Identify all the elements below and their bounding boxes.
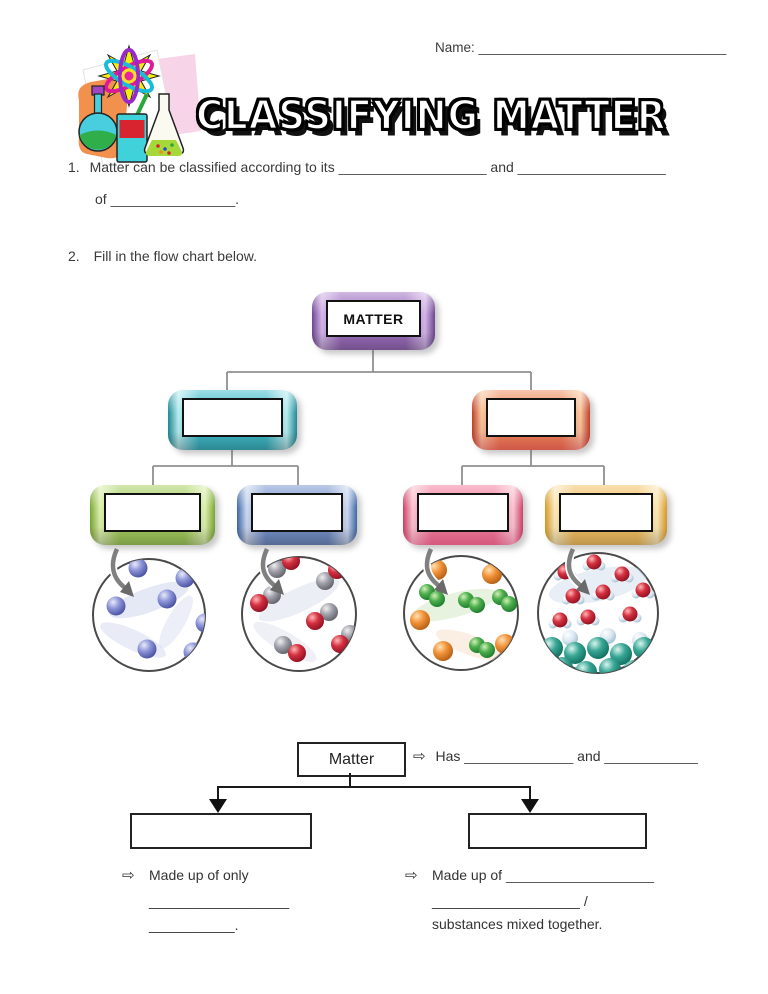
has-conj: and — [577, 748, 601, 764]
down-arrowhead-right — [521, 799, 539, 813]
q1-blank-2: ___________________ — [517, 159, 666, 175]
right-white-arrow-icon: ⇨ — [405, 867, 418, 884]
q1-conj: and — [490, 159, 514, 175]
flowchart-box-level3-1 — [90, 485, 215, 545]
answer-box-level2-left — [182, 398, 283, 437]
bottom-answer-box-right — [468, 813, 647, 849]
q1-period: . — [235, 191, 240, 207]
has-text: Has — [435, 748, 461, 764]
matter-label: MATTER — [343, 310, 404, 327]
right-note-line-2: ___________________ / — [432, 893, 588, 909]
science-clipart-icon — [73, 36, 203, 168]
bottom-connector-right-drop — [529, 786, 531, 800]
question-1-line-1 — [68, 159, 666, 175]
matter-label-box — [326, 300, 421, 337]
q2-text: Fill in the flow chart below. — [93, 248, 257, 264]
right-white-arrow-icon: ⇨ — [122, 867, 135, 884]
has-blank-1: ______________ — [464, 748, 574, 764]
q1-blank-1: ___________________ — [338, 159, 487, 175]
question-1-line-2 — [95, 191, 239, 207]
flowchart-box-level2-right — [472, 390, 590, 450]
page-title: CLASSIFYING MATTER — [196, 92, 667, 139]
q1-blank-3: ________________ — [110, 191, 236, 207]
flowchart-box-level2-left — [168, 390, 297, 450]
answer-box-level3-3 — [417, 493, 509, 532]
answer-box-level3-2 — [251, 493, 343, 532]
answer-box-level3-1 — [104, 493, 201, 532]
name-line — [435, 40, 726, 55]
flowchart-box-level3-2 — [237, 485, 357, 545]
right-note-blank-1: ___________________ — [505, 867, 654, 883]
has-blank-2: ____________ — [604, 748, 698, 764]
answer-box-level2-right — [486, 398, 576, 437]
bottom-answer-box-left — [130, 813, 312, 849]
right-note-line-1 — [432, 867, 654, 883]
flowchart-box-level3-4 — [545, 485, 667, 545]
q1-text: Matter can be classified according to its — [89, 159, 335, 175]
right-white-arrow-icon: ⇨ — [413, 748, 426, 765]
bottom-connector-crossbar — [217, 786, 531, 788]
has-note — [413, 747, 698, 765]
right-note-line-3: substances mixed together. — [432, 916, 603, 932]
red-gray-molecules-diagram — [242, 552, 359, 671]
left-note-line-1: Made up of only — [149, 867, 249, 883]
bottom-connector-left-drop — [217, 786, 219, 800]
bottom-matter-label: Matter — [328, 750, 375, 768]
name-blank: _________________________________ — [478, 40, 727, 55]
flowchart-box-matter — [312, 292, 435, 350]
layered-molecule-mixture-diagram — [538, 553, 658, 683]
right-note-text: Made up of — [432, 867, 503, 883]
bottom-chart-matter-box — [297, 742, 406, 777]
down-arrowhead-left — [209, 799, 227, 813]
left-note-line-3: ___________. — [149, 917, 239, 933]
orange-green-particle-mixture-diagram — [404, 556, 518, 670]
answer-box-level3-4 — [559, 493, 653, 532]
q1-text-2: of — [95, 191, 107, 207]
question-2-line — [68, 248, 257, 264]
q1-number: 1. — [68, 159, 80, 175]
flowchart-box-level3-3 — [403, 485, 523, 545]
name-label: Name: — [435, 40, 475, 55]
q2-number: 2. — [68, 248, 80, 264]
left-note-line-2: __________________ — [149, 893, 290, 909]
